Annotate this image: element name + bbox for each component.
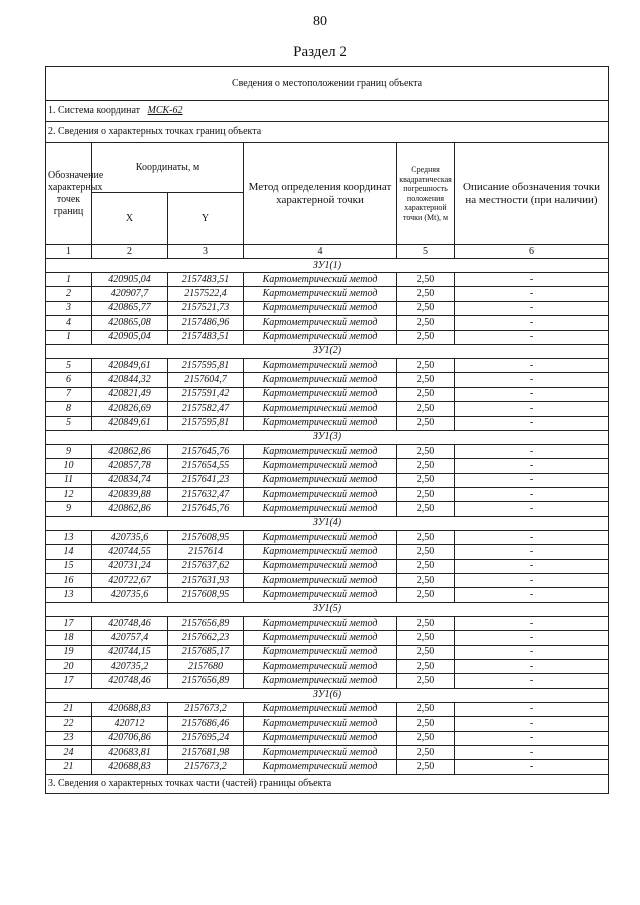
accuracy-cell: 2,50: [397, 717, 455, 731]
method-cell: Картометрический метод: [244, 373, 397, 387]
column-number: 5: [397, 245, 455, 259]
point-number: 18: [46, 631, 92, 645]
coordinate-x: 420735,6: [92, 530, 168, 544]
accuracy-cell: 2,50: [397, 301, 455, 315]
coordinate-y: 2157673,2: [168, 702, 244, 716]
method-cell: Картометрический метод: [244, 444, 397, 458]
header-y: Y: [168, 193, 244, 245]
coordinate-y: 2157632,47: [168, 488, 244, 502]
coordinate-y: 2157591,42: [168, 387, 244, 401]
table-row: [46, 574, 609, 588]
accuracy-cell: 2,50: [397, 545, 455, 559]
table-row: [46, 674, 609, 688]
coordinate-x: 420834,74: [92, 473, 168, 487]
method-cell: Картометрический метод: [244, 702, 397, 716]
coordinate-x: 420865,08: [92, 316, 168, 330]
method-cell: Картометрический метод: [244, 760, 397, 774]
point-number: 16: [46, 574, 92, 588]
coordinate-y: 2157595,81: [168, 416, 244, 430]
description-cell: -: [455, 444, 609, 458]
point-number: 5: [46, 358, 92, 372]
coordinate-y: 2157522,4: [168, 287, 244, 301]
table-row: [46, 702, 609, 716]
point-number: 10: [46, 459, 92, 473]
boundary-table: [45, 66, 609, 794]
table-row: [46, 287, 609, 301]
description-cell: -: [455, 316, 609, 330]
point-number: 5: [46, 416, 92, 430]
method-cell: Картометрический метод: [244, 301, 397, 315]
method-cell: Картометрический метод: [244, 745, 397, 759]
method-cell: Картометрический метод: [244, 316, 397, 330]
coordinate-x: 420821,49: [92, 387, 168, 401]
coordinate-y: 2157608,95: [168, 530, 244, 544]
description-cell: -: [455, 287, 609, 301]
table-row: [46, 616, 609, 630]
coordinate-x: 420862,86: [92, 444, 168, 458]
coordinate-y: 2157595,81: [168, 358, 244, 372]
accuracy-cell: 2,50: [397, 287, 455, 301]
column-numbers-row: [46, 245, 609, 259]
description-cell: -: [455, 545, 609, 559]
coordinate-x: 420905,04: [92, 273, 168, 287]
coordinate-x: 420907,7: [92, 287, 168, 301]
point-number: 17: [46, 674, 92, 688]
method-cell: Картометрический метод: [244, 387, 397, 401]
coordinate-x: 420844,32: [92, 373, 168, 387]
accuracy-cell: 2,50: [397, 674, 455, 688]
coordinate-x: 420744,55: [92, 545, 168, 559]
table-row: [46, 488, 609, 502]
coordinate-y: 2157680: [168, 659, 244, 673]
table-row: [46, 316, 609, 330]
description-cell: -: [455, 731, 609, 745]
method-cell: Картометрический метод: [244, 588, 397, 602]
table-row: [46, 530, 609, 544]
description-cell: -: [455, 373, 609, 387]
description-cell: -: [455, 473, 609, 487]
coordinate-y: 2157645,76: [168, 444, 244, 458]
description-cell: -: [455, 358, 609, 372]
point-number: 23: [46, 731, 92, 745]
method-cell: Картометрический метод: [244, 559, 397, 573]
group-header-row: [46, 259, 609, 273]
coordinate-y: 2157695,24: [168, 731, 244, 745]
group-header-row: [46, 688, 609, 702]
method-cell: Картометрический метод: [244, 459, 397, 473]
coordinate-y: 2157685,17: [168, 645, 244, 659]
accuracy-cell: 2,50: [397, 760, 455, 774]
point-number: 3: [46, 301, 92, 315]
description-cell: -: [455, 717, 609, 731]
table-row: [46, 645, 609, 659]
group-header-row: [46, 344, 609, 358]
coordinate-x: 420748,46: [92, 674, 168, 688]
description-cell: -: [455, 616, 609, 630]
table-row: [46, 631, 609, 645]
coordinate-x: 420862,86: [92, 502, 168, 516]
description-cell: -: [455, 301, 609, 315]
accuracy-cell: 2,50: [397, 645, 455, 659]
table-row: [46, 545, 609, 559]
description-cell: -: [455, 702, 609, 716]
column-number: 6: [455, 245, 609, 259]
description-cell: -: [455, 488, 609, 502]
accuracy-cell: 2,50: [397, 387, 455, 401]
table-row: [46, 760, 609, 774]
group-name: ЗУ1(5): [46, 602, 609, 616]
group-name: ЗУ1(4): [46, 516, 609, 530]
coordinate-x: 420688,83: [92, 702, 168, 716]
description-cell: -: [455, 387, 609, 401]
method-cell: Картометрический метод: [244, 574, 397, 588]
point-number: 21: [46, 702, 92, 716]
column-number: 3: [168, 245, 244, 259]
accuracy-cell: 2,50: [397, 373, 455, 387]
column-number: 2: [92, 245, 168, 259]
method-cell: Картометрический метод: [244, 488, 397, 502]
coordinate-y: 2157486,96: [168, 316, 244, 330]
accuracy-cell: 2,50: [397, 330, 455, 344]
table-row: [46, 745, 609, 759]
coordinate-y: 2157673,2: [168, 760, 244, 774]
table-row: [46, 301, 609, 315]
table-row: [46, 387, 609, 401]
accuracy-cell: 2,50: [397, 616, 455, 630]
method-cell: Картометрический метод: [244, 273, 397, 287]
point-number: 8: [46, 402, 92, 416]
accuracy-cell: 2,50: [397, 559, 455, 573]
section-title: Раздел 2: [293, 44, 347, 60]
coordinate-system-row: [46, 101, 609, 122]
point-number: 21: [46, 760, 92, 774]
point-number: 20: [46, 659, 92, 673]
coordinate-y: 2157604,7: [168, 373, 244, 387]
description-cell: -: [455, 674, 609, 688]
accuracy-cell: 2,50: [397, 574, 455, 588]
accuracy-cell: 2,50: [397, 273, 455, 287]
coordinate-y: 2157637,62: [168, 559, 244, 573]
table-row: [46, 731, 609, 745]
coordinate-y: 2157654,55: [168, 459, 244, 473]
method-cell: Картометрический метод: [244, 645, 397, 659]
coordinate-x: 420683,81: [92, 745, 168, 759]
method-cell: Картометрический метод: [244, 416, 397, 430]
point-number: 14: [46, 545, 92, 559]
table-row: [46, 330, 609, 344]
point-number: 1: [46, 330, 92, 344]
coordinate-x: 420849,61: [92, 358, 168, 372]
page-number: 80: [313, 14, 327, 29]
table-row: [46, 373, 609, 387]
point-number: 13: [46, 530, 92, 544]
point-number: 17: [46, 616, 92, 630]
description-cell: -: [455, 273, 609, 287]
accuracy-cell: 2,50: [397, 702, 455, 716]
accuracy-cell: 2,50: [397, 631, 455, 645]
table-row: [46, 473, 609, 487]
point-number: 1: [46, 273, 92, 287]
parts-section-title: 3. Сведения о характерных точках части (частей) границы объекта: [46, 774, 609, 793]
coordinate-x: 420748,46: [92, 616, 168, 630]
point-number: 15: [46, 559, 92, 573]
coordinate-y: 2157483,51: [168, 273, 244, 287]
table-row: [46, 459, 609, 473]
table-row: [46, 659, 609, 673]
coordinate-y: 2157521,73: [168, 301, 244, 315]
point-number: 24: [46, 745, 92, 759]
coordinate-x: 420735,2: [92, 659, 168, 673]
header-accuracy: Средняя квадратическая погрешность положения характерной точки (Mt), м: [397, 143, 455, 245]
method-cell: Картометрический метод: [244, 330, 397, 344]
method-cell: Картометрический метод: [244, 616, 397, 630]
description-cell: -: [455, 502, 609, 516]
coordinate-x: 420857,78: [92, 459, 168, 473]
table-row: [46, 402, 609, 416]
accuracy-cell: 2,50: [397, 731, 455, 745]
point-number: 4: [46, 316, 92, 330]
table-row: [46, 416, 609, 430]
accuracy-cell: 2,50: [397, 659, 455, 673]
description-cell: -: [455, 559, 609, 573]
coordinate-x: 420826,69: [92, 402, 168, 416]
group-name: ЗУ1(3): [46, 430, 609, 444]
description-cell: -: [455, 402, 609, 416]
point-number: 6: [46, 373, 92, 387]
coordinate-y: 2157686,46: [168, 717, 244, 731]
coordinate-system-value: МСК-62: [147, 105, 183, 116]
accuracy-cell: 2,50: [397, 459, 455, 473]
description-cell: -: [455, 574, 609, 588]
table-caption: Сведения о местоположении границ объекта: [46, 67, 609, 101]
coordinate-x: 420744,15: [92, 645, 168, 659]
header-description: Описание обозначения точки на местности (при наличии): [455, 143, 609, 245]
method-cell: Картометрический метод: [244, 731, 397, 745]
group-header-row: [46, 602, 609, 616]
coordinate-system-label: 1. Система координат: [48, 105, 141, 116]
coordinate-y: 2157656,89: [168, 674, 244, 688]
method-cell: Картометрический метод: [244, 502, 397, 516]
point-number: 12: [46, 488, 92, 502]
method-cell: Картометрический метод: [244, 545, 397, 559]
point-number: 9: [46, 444, 92, 458]
point-number: 9: [46, 502, 92, 516]
header-method: Метод определения координат характерной точки: [244, 143, 397, 245]
point-number: 19: [46, 645, 92, 659]
group-name: ЗУ1(2): [46, 344, 609, 358]
description-cell: -: [455, 416, 609, 430]
coordinate-y: 2157631,93: [168, 574, 244, 588]
table-row: [46, 559, 609, 573]
method-cell: Картометрический метод: [244, 530, 397, 544]
coordinate-y: 2157608,95: [168, 588, 244, 602]
coordinate-x: 420905,04: [92, 330, 168, 344]
column-number: 1: [46, 245, 92, 259]
coordinate-x: 420849,61: [92, 416, 168, 430]
coordinate-y: 2157656,89: [168, 616, 244, 630]
accuracy-cell: 2,50: [397, 402, 455, 416]
accuracy-cell: 2,50: [397, 530, 455, 544]
method-cell: Картометрический метод: [244, 717, 397, 731]
point-number: 13: [46, 588, 92, 602]
coordinate-y: 2157662,23: [168, 631, 244, 645]
group-header-row: [46, 516, 609, 530]
coordinate-x: 420722,67: [92, 574, 168, 588]
accuracy-cell: 2,50: [397, 358, 455, 372]
header-coordinates: Координаты, м: [92, 143, 244, 193]
point-number: 7: [46, 387, 92, 401]
accuracy-cell: 2,50: [397, 416, 455, 430]
table-row: [46, 444, 609, 458]
column-number: 4: [244, 245, 397, 259]
description-cell: -: [455, 659, 609, 673]
description-cell: -: [455, 745, 609, 759]
coordinate-y: 2157483,51: [168, 330, 244, 344]
accuracy-cell: 2,50: [397, 473, 455, 487]
method-cell: Картометрический метод: [244, 674, 397, 688]
accuracy-cell: 2,50: [397, 502, 455, 516]
method-cell: Картометрический метод: [244, 631, 397, 645]
description-cell: -: [455, 530, 609, 544]
method-cell: Картометрический метод: [244, 659, 397, 673]
accuracy-cell: 2,50: [397, 588, 455, 602]
table-row: [46, 502, 609, 516]
description-cell: -: [455, 760, 609, 774]
coordinate-y: 2157645,76: [168, 502, 244, 516]
table-row: [46, 588, 609, 602]
point-number: 11: [46, 473, 92, 487]
group-name: ЗУ1(1): [46, 259, 609, 273]
coordinate-x: 420688,83: [92, 760, 168, 774]
group-name: ЗУ1(6): [46, 688, 609, 702]
table-row: [46, 358, 609, 372]
method-cell: Картометрический метод: [244, 358, 397, 372]
header-x: X: [92, 193, 168, 245]
coordinate-x: 420706,86: [92, 731, 168, 745]
coordinate-x: 420731,24: [92, 559, 168, 573]
group-header-row: [46, 430, 609, 444]
description-cell: -: [455, 588, 609, 602]
coordinate-x: 420712: [92, 717, 168, 731]
description-cell: -: [455, 631, 609, 645]
coordinate-y: 2157582,47: [168, 402, 244, 416]
table-row: [46, 273, 609, 287]
method-cell: Картометрический метод: [244, 402, 397, 416]
coordinate-x: 420839,88: [92, 488, 168, 502]
coordinate-x: 420865,77: [92, 301, 168, 315]
coordinate-x: 420757,4: [92, 631, 168, 645]
points-section-title: 2. Сведения о характерных точках границ объекта: [46, 122, 609, 143]
coordinate-y: 2157641,23: [168, 473, 244, 487]
coordinate-x: 420735,6: [92, 588, 168, 602]
method-cell: Картометрический метод: [244, 473, 397, 487]
accuracy-cell: 2,50: [397, 444, 455, 458]
accuracy-cell: 2,50: [397, 316, 455, 330]
coordinate-y: 2157681,98: [168, 745, 244, 759]
accuracy-cell: 2,50: [397, 745, 455, 759]
point-number: 2: [46, 287, 92, 301]
table-row: [46, 717, 609, 731]
description-cell: -: [455, 330, 609, 344]
description-cell: -: [455, 645, 609, 659]
coordinate-y: 2157614: [168, 545, 244, 559]
accuracy-cell: 2,50: [397, 488, 455, 502]
description-cell: -: [455, 459, 609, 473]
header-point-designation: Обозначение характерных точек границ: [46, 143, 92, 245]
method-cell: Картометрический метод: [244, 287, 397, 301]
point-number: 22: [46, 717, 92, 731]
